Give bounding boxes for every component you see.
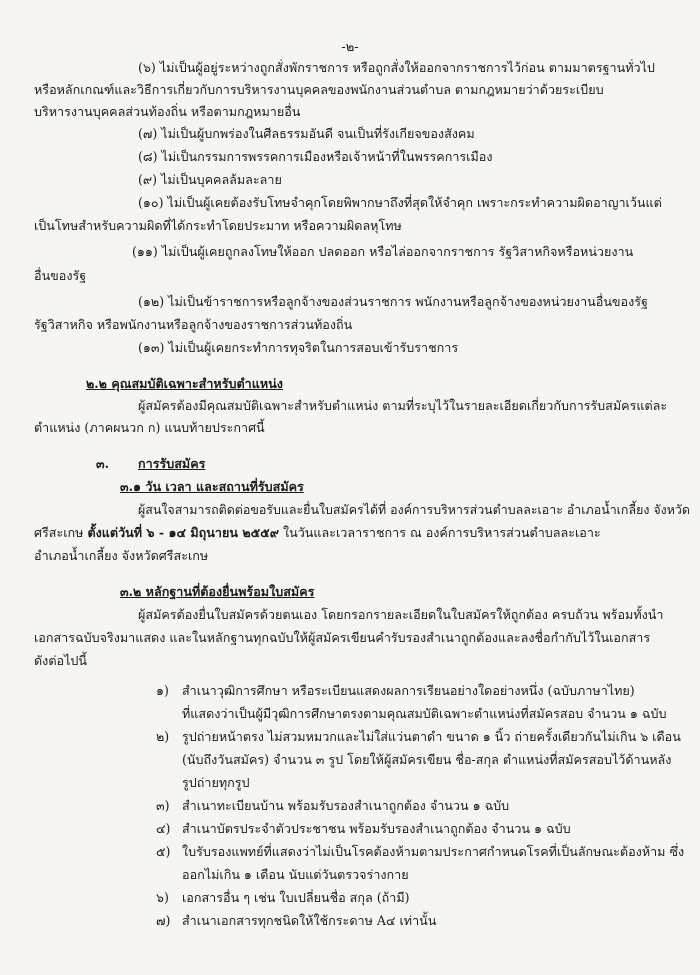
section-3-1-line3: อำเภอน้ำเกลี้ยง จังหวัดศรีสะเกษ — [34, 548, 209, 563]
section-2-2-heading: ๒.๒ คุณสมบัติเฉพาะสำหรับตำแหน่ง — [86, 376, 283, 391]
doc-item-line: (นับถึงวันสมัคร) จำนวน ๓ รูป โดยให้ผู้สมัครเขียน ชื่อ-สกุล ตำแหน่งที่สมัครสอบไว้ด้านหลัง — [182, 752, 672, 767]
qualification-8: (๘) ไม่เป็นกรรมการพรรคการเมืองหรือเจ้าหน้าที่ในพรรคการเมือง — [138, 149, 493, 164]
section-3-2-line1: ผู้สมัครต้องยื่นใบสมัครด้วยตนเอง โดยกรอกรายละเอียดในใบสมัครให้ถูกต้อง ครบถ้วน พร้อมทั้งนำ — [138, 607, 664, 622]
qualification-12-line1: (๑๒) ไม่เป็นข้าราชการหรือลูกจ้างของส่วนราชการ พนักงานหรือลูกจ้างของหน่วยงานอื่นของรัฐ — [138, 294, 648, 309]
section-3-2-line2: เอกสารฉบับจริงมาแสดง และในหลักฐานทุกฉบับให้ผู้สมัครเขียนคำรับรองสำเนาถูกต้องและลงชื่อกำกับไว้ในเอกสาร — [34, 630, 651, 645]
qualification-7: (๗) ไม่เป็นผู้บกพร่องในศีลธรรมอันดี จนเป็นที่รังเกียจของสังคม — [138, 126, 475, 141]
page-number: -๒- — [341, 40, 359, 55]
province-text: ศรีสะเกษ — [34, 525, 84, 540]
qualification-12-line2: รัฐวิสาหกิจ หรือพนักงานหรือลูกจ้างของราชการส่วนท้องถิ่น — [34, 317, 353, 332]
doc-item-number: ๑) — [156, 683, 169, 698]
section-3-1-line2 — [34, 525, 601, 541]
doc-item-line: รูปถ่ายทุกรูป — [182, 775, 250, 790]
doc-item-number: ๗) — [156, 913, 171, 928]
doc-item-line: ใบรับรองแพทย์ที่แสดงว่าไม่เป็นโรคต้องห้ามตามประกาศกำหนดโรคที่เป็นลักษณะต้องห้าม ซึ่ง — [182, 844, 685, 859]
qualification-6-line1: (๖) ไม่เป็นผู้อยู่ระหว่างถูกสั่งพักราชการ หรือถูกสั่งให้ออกจากราชการไว้ก่อน ตามมาตรฐานทั่วไป — [138, 60, 655, 75]
application-dates: ตั้งแต่วันที่ ๖ - ๑๔ มิถุนายน ๒๕๕๙ — [87, 525, 279, 540]
qualification-11-line2: อื่นของรัฐ — [34, 268, 87, 283]
doc-item-line: รูปถ่ายหน้าตรง ไม่สวมหมวกและไม่ใส่แว่นตาดำ ขนาด ๑ นิ้ว ถ่ายครั้งเดียวกันไม่เกิน ๖ เดือน — [182, 729, 681, 744]
doc-item-number: ๓) — [156, 798, 170, 813]
doc-item-line: ออกไม่เกิน ๑ เดือน นับแต่วันตรวจร่างกาย — [182, 867, 409, 882]
doc-item-number: ๖) — [156, 890, 169, 905]
section-3-1-line1: ผู้สนใจสามารถติดต่อขอรับและยื่นใบสมัครได้ที่ องค์การบริหารส่วนตำบลละเอาะ อำเภอน้ำเกลี้ยง จังหวัด — [138, 502, 690, 517]
section-3-2-heading: ๓.๒ หลักฐานที่ต้องยื่นพร้อมใบสมัคร — [120, 584, 315, 599]
qualification-11-line1: (๑๑) ไม่เป็นผู้เคยถูกลงโทษให้ออก ปลดออก หรือไล่ออกจากราชการ รัฐวิสาหกิจหรือหน่วยงาน — [132, 244, 634, 259]
doc-item-line: สำเนาบัตรประจำตัวประชาชน พร้อมรับรองสำเนาถูกต้อง จำนวน ๑ ฉบับ — [182, 821, 571, 836]
doc-item-line: เอกสารอื่น ๆ เช่น ใบเปลี่ยนชื่อ สกุล (ถ้ามี) — [182, 890, 410, 905]
doc-item-number: ๔) — [156, 821, 171, 836]
section-3-number: ๓. — [96, 456, 109, 471]
doc-item-number: ๒) — [156, 729, 170, 744]
qualification-13: (๑๓) ไม่เป็นผู้เคยกระทำการทุจริตในการสอบเข้ารับราชการ — [138, 340, 459, 355]
section-2-2-line1: ผู้สมัครต้องมีคุณสมบัติเฉพาะสำหรับตำแหน่ง ตามที่ระบุไว้ในรายละเอียดเกี่ยวกับการรับสมัครแต่ละ — [138, 398, 668, 413]
section-3-1-heading: ๓.๑ วัน เวลา และสถานที่รับสมัคร — [120, 479, 304, 494]
section-3-2-line3: ดังต่อไปนี้ — [34, 653, 88, 668]
doc-item-line: สำเนาทะเบียนบ้าน พร้อมรับรองสำเนาถูกต้อง จำนวน ๑ ฉบับ — [182, 798, 510, 813]
qualification-6-line3: บริหารงานบุคคลส่วนท้องถิ่น หรือตามกฎหมายอื่น — [34, 104, 301, 119]
doc-item-line: สำเนาวุฒิการศึกษา หรือระเบียนแสดงผลการเรียนอย่างใดอย่างหนึ่ง (ฉบับภาษาไทย) — [182, 683, 635, 698]
office-hours-text: ในวันและเวลาราชการ ณ องค์การบริหารส่วนตำบลละเอาะ — [282, 525, 601, 540]
doc-item-number: ๕) — [156, 844, 171, 859]
qualification-9: (๙) ไม่เป็นบุคคลล้มละลาย — [138, 172, 282, 187]
qualification-10-line2: เป็นโทษสำหรับความผิดที่ได้กระทำโดยประมาท หรือความผิดลหุโทษ — [34, 218, 402, 233]
section-2-2-line2: ตำแหน่ง (ภาคผนวก ก) แนบท้ายประกาศนี้ — [34, 420, 265, 435]
doc-item-line: สำเนาเอกสารทุกชนิดให้ใช้กระดาษ A๔ เท่านั้น — [182, 913, 437, 928]
qualification-10-line1: (๑๐) ไม่เป็นผู้เคยต้องรับโทษจำคุกโดยพิพากษาถึงที่สุดให้จำคุก เพราะกระทำความผิดอาญาเว้นแต่ — [138, 195, 662, 210]
section-3-heading: การรับสมัคร — [138, 456, 206, 471]
doc-item-line: ที่แสดงว่าเป็นผู้มีวุฒิการศึกษาตรงตามคุณสมบัติเฉพาะตำแหน่งที่สมัครสอบ จำนวน ๑ ฉบับ — [182, 706, 667, 721]
qualification-6-line2: หรือหลักเกณฑ์และวิธีการเกี่ยวกับการบริหารงานบุคคลของพนักงานส่วนตำบล ตามกฎหมายว่าด้วยระเบียบ — [34, 82, 604, 97]
